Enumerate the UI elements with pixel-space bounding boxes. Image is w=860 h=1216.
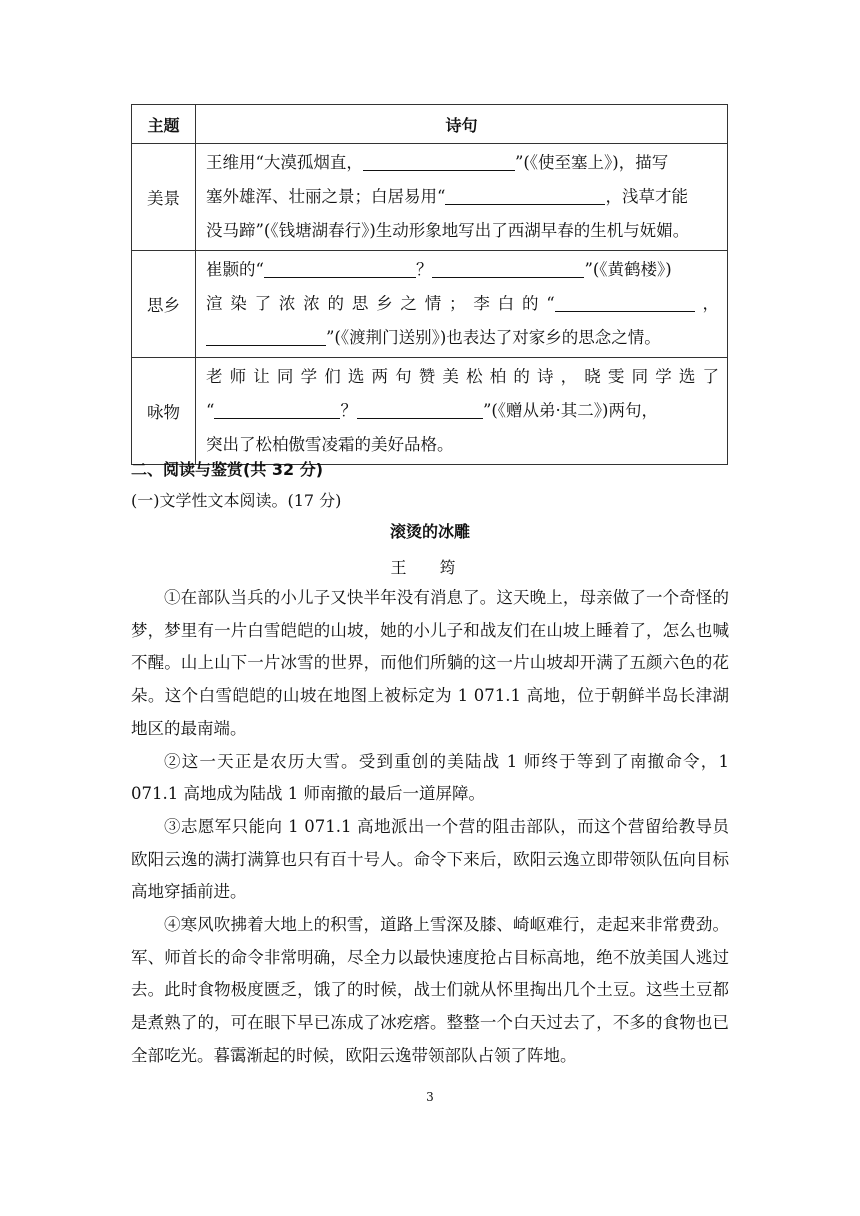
table-row	[132, 358, 728, 465]
text: ？	[340, 401, 357, 420]
text: 塞外雄浑、壮丽之景；白居易用“	[206, 187, 446, 206]
row-content	[196, 251, 728, 358]
text: ”(《渡荆门送别》)也表达了对家乡的思念之情。	[326, 328, 661, 347]
text: 王维用“大漠孤烟直，	[206, 153, 363, 172]
table-row	[132, 251, 728, 358]
text: 渲染了浓浓的思乡之情；李白的“	[206, 294, 555, 313]
fill-blank[interactable]	[432, 259, 584, 278]
line	[206, 394, 719, 428]
fill-blank[interactable]	[214, 400, 340, 419]
text: ，	[694, 294, 720, 313]
row-content	[196, 144, 728, 251]
row-theme: 美景	[132, 144, 196, 251]
poem-table	[131, 104, 728, 465]
fill-blank[interactable]	[445, 186, 605, 205]
text: ”(《黄鹤楼》)	[584, 260, 672, 279]
text: ”(《赠从弟·其二》)两句，	[482, 401, 658, 420]
fill-blank[interactable]	[206, 327, 326, 346]
article-title: 滚烫的冰雕	[389, 522, 470, 541]
line: 老师让同学们选两句赞美松柏的诗，晓雯同学选了	[206, 367, 719, 386]
fill-blank[interactable]	[363, 152, 515, 171]
header-lines: 诗句	[196, 105, 728, 144]
row-theme: 思乡	[132, 251, 196, 358]
text: 崔颢的“	[206, 260, 264, 279]
text: ，浅草才能	[605, 187, 688, 206]
section-heading: 二、阅读与鉴赏(共 32 分)	[131, 460, 324, 479]
article-author: 王 筠	[390, 558, 470, 577]
line	[206, 253, 719, 287]
line	[206, 180, 719, 214]
fill-blank[interactable]	[264, 259, 416, 278]
paragraph: ②这一天正是农历大雪。受到重创的美陆战 1 师终于等到了南撤命令，1 071.1 高地成为陆战 1 师南撤的最后一道屏障。	[131, 751, 729, 804]
text: ”(《使至塞上》)，描写	[514, 153, 669, 172]
table-header-row	[132, 105, 728, 144]
fill-blank[interactable]	[555, 293, 695, 312]
line: 没马蹄”(《钱塘湖春行》)生动形象地写出了西湖早春的生机与妩媚。	[206, 221, 690, 240]
header-theme: 主题	[132, 105, 196, 144]
line: 突出了松柏傲雪凌霜的美好品格。	[206, 435, 454, 454]
text: “	[206, 401, 215, 420]
line	[206, 321, 719, 355]
paragraph: ④寒风吹拂着大地上的积雪，道路上雪深及膝、崎岖难行，走起来非常费劲。军、师首长的命令非常明确，尽全力以最快速度抢占目标高地，绝不放美国人逃过去。此时食物极度匮乏，饿了的时候，战士们就从怀里掏出几个土豆。这些土豆都是煮熟了的，可在眼下早已冻成了冰疙瘩。整整一个白天过去了，不多的食物也已全部吃光。暮霭渐起的时候，欧阳云逸带领部队占领了阵地。	[131, 915, 729, 1065]
line	[206, 146, 719, 180]
fill-blank[interactable]	[357, 400, 483, 419]
article-body	[131, 582, 729, 1073]
text: ？	[415, 260, 433, 279]
row-theme: 咏物	[132, 358, 196, 465]
page-number: 3	[426, 1090, 434, 1104]
line	[206, 287, 719, 321]
paragraph: ①在部队当兵的小儿子又快半年没有消息了。这天晚上，母亲做了一个奇怪的梦，梦里有一片白雪皑皑的山坡，她的小儿子和战友们在山坡上睡着了，怎么也喊不醒。山上山下一片冰雪的世界，而他们所躺的这一片山坡却开满了五颜六色的花朵。这个白雪皑皑的山坡在地图上被标定为 1 071.1 高地，位于朝鲜半岛长津湖地区的最南端。	[131, 588, 729, 738]
paragraph: ③志愿军只能向 1 071.1 高地派出一个营的阻击部队，而这个营留给教导员欧阳云逸的满打满算也只有百十号人。命令下来后，欧阳云逸立即带领队伍向目标高地穿插前进。	[131, 816, 729, 902]
table-row	[132, 144, 728, 251]
row-content	[196, 358, 728, 465]
subsection-heading: (一)文学性文本阅读。(17 分)	[131, 491, 342, 510]
